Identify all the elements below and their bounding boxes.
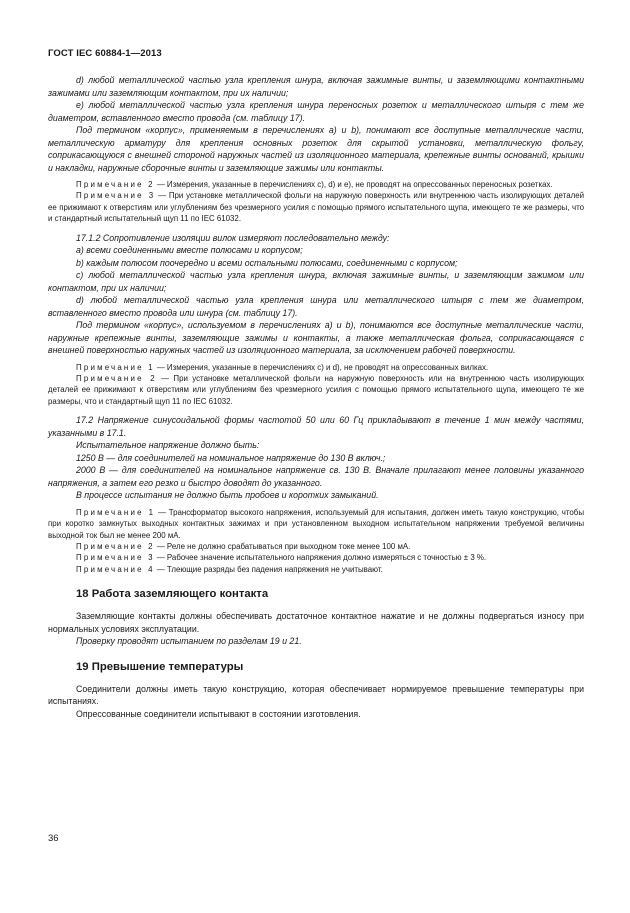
note	[48, 362, 584, 373]
list-item-d: d) любой металлической частью узла крепления шнура, включая зажимные винты, и заземляющими контактными зажимами или заземляющим контактом, при их наличии;	[48, 75, 584, 98]
section-heading-19: 19 Превышение температуры	[76, 660, 244, 673]
section-18-check: Проверку проводят испытанием по разделам 19 и 21.	[76, 636, 302, 647]
test-requirement: В процессе испытания не должно быть пробоев и коротких замыканий.	[76, 490, 379, 501]
section-19-paragraph: Опрессованные соединители испытывают в состоянии изготовления.	[76, 708, 361, 719]
page-number: 36	[48, 833, 59, 844]
note	[48, 190, 584, 224]
section-heading-18: 18 Работа заземляющего контакта	[76, 588, 269, 601]
note-text: — Измерения, указанные в перечислениях с), d) и е), не проводят на опрессованных переносных розетках.	[154, 180, 553, 189]
note-text: — При установке металлической фольги на наружную поверхность или внутреннюю часть изолирующих деталей ее прижимают к отверстиям или углублениям без чрезмерного усилия с помощью прямого испытательного щупа, имеющего те же размеры, что и стандартный испытательный щуп 11 по IEC 61032.	[48, 191, 585, 224]
running-header: ГОСТ IEC 60884-1—2013	[48, 48, 162, 59]
note	[48, 179, 584, 190]
note-text: — При установке металлической фольги на наружную поверхность или на внутреннюю часть изолирующих деталей ее прижимают к отверстиям или углублениям без чрезмерного усилия с помощью прямого испытательного щупа, имеющего те же размеры, что и стандартный щуп 11 по IEC 61032.	[48, 374, 585, 406]
note	[48, 373, 584, 407]
list-item-d: d) любой металлической частью узла крепления шнура или металлического штыря с тем же диаметром, вставленного вместо провода или шнура (см. таблицу 17).	[48, 295, 584, 318]
test-voltage-1250: 1250 В — для соединителей на номинальное напряжение до 130 В включ.;	[76, 452, 386, 463]
note-label: Примечание 4	[76, 564, 155, 574]
list-item-a: а) всеми соединенными вместе полюсами и корпусом;	[76, 245, 303, 256]
note-label: Примечание 2	[76, 180, 155, 189]
test-voltage-intro: Испытательное напряжение должно быть:	[76, 440, 260, 451]
note-label: Примечание 2	[76, 541, 155, 551]
note-label: Примечание 3	[76, 553, 155, 563]
note-text: — Трансформатор высокого напряжения, используемый для испытания, должен иметь такую конструкцию, чтобы при коротко замкнутых выходных контактных зажимах и при установленном выходном испытательном напряжении требуемой величины выходной ток был не менее 200 мА.	[48, 507, 584, 540]
term-definition-paragraph: Под термином «корпус», используемом в перечислениях а) и b), понимаются все доступные металлические части, наружные крепежные винты, заземляющие зажимы и контакты, а также металлическая фольга, соприкасающаяся с внешней поверхностью наружных частей из изоляционного материала, за исключением рабочей поверхности.	[48, 320, 584, 356]
note-label: Примечание 1	[76, 362, 155, 372]
note-text: — Измерения, указанные в перечислениях с) и d), не проводят на опрессованных вилках.	[154, 362, 489, 372]
section-19-paragraph: Соединители должны иметь такую конструкцию, которая обеспечивает нормируемое превышение температуры при испытаниях.	[48, 683, 584, 707]
note	[48, 507, 584, 541]
clause-17-1-2: 17.1.2 Сопротивление изоляции вилок измеряют последовательно между:	[76, 232, 390, 243]
note	[48, 552, 584, 563]
note-text: — Тлеющие разряды без падения напряжения не учитывают.	[154, 564, 383, 574]
note-label: Примечание 3	[76, 191, 156, 201]
clause-17-2: 17.2 Напряжение синусоидальной формы частотой 50 или 60 Гц прикладывают в течение 1 мин между частями, указанными в 17.1.	[48, 415, 584, 438]
note-label: Примечание 1	[76, 507, 156, 517]
note-text: — Рабочее значение испытательного напряжения должно измеряться с точностью ± 3 %.	[154, 553, 487, 563]
term-definition-paragraph: Под термином «корпус», применяемым в перечислениях а) и b), понимают все доступные металлические части, металлическую арматуру для крепления основных розеток для скрытой установки, металлическую фольгу, соприкасающуюся с внешней стороной наружных частей из изоляционного материала, крепежные винты оснований, крышки и накладки, наружные сборочные винты и заземляющие зажимы или контакты.	[48, 125, 584, 173]
note-text: — Реле не должно срабатываться при выходном токе менее 100 мА.	[154, 541, 411, 551]
list-item-b: b) каждым полюсом поочередно и всеми остальными полюсами, соединенными с корпусом;	[76, 257, 458, 268]
section-18-paragraph: Заземляющие контакты должны обеспечивать достаточное контактное нажатие и не должны подвергаться износу при нормальных условиях эксплуатации.	[48, 611, 584, 634]
list-item-e: e) любой металлической частью узла крепления шнура переносных розеток и металлического штыря с тем же диаметром, вставленного вместо провода (см. таблицу 17).	[48, 100, 584, 123]
note	[48, 541, 584, 552]
note	[48, 564, 584, 575]
list-item-c: с) любой металлической частью узла крепления шнура, включая зажимные винты, и заземляющим зажимом или контактом, при их наличии;	[48, 270, 584, 293]
test-voltage-2000: 2000 В — для соединителей на номинальное напряжение св. 130 В. Вначале прилагают менее половины указанного напряжения, а затем его резко и быстро доводят до указанного.	[48, 465, 584, 488]
note-label: Примечание 2	[76, 374, 157, 384]
